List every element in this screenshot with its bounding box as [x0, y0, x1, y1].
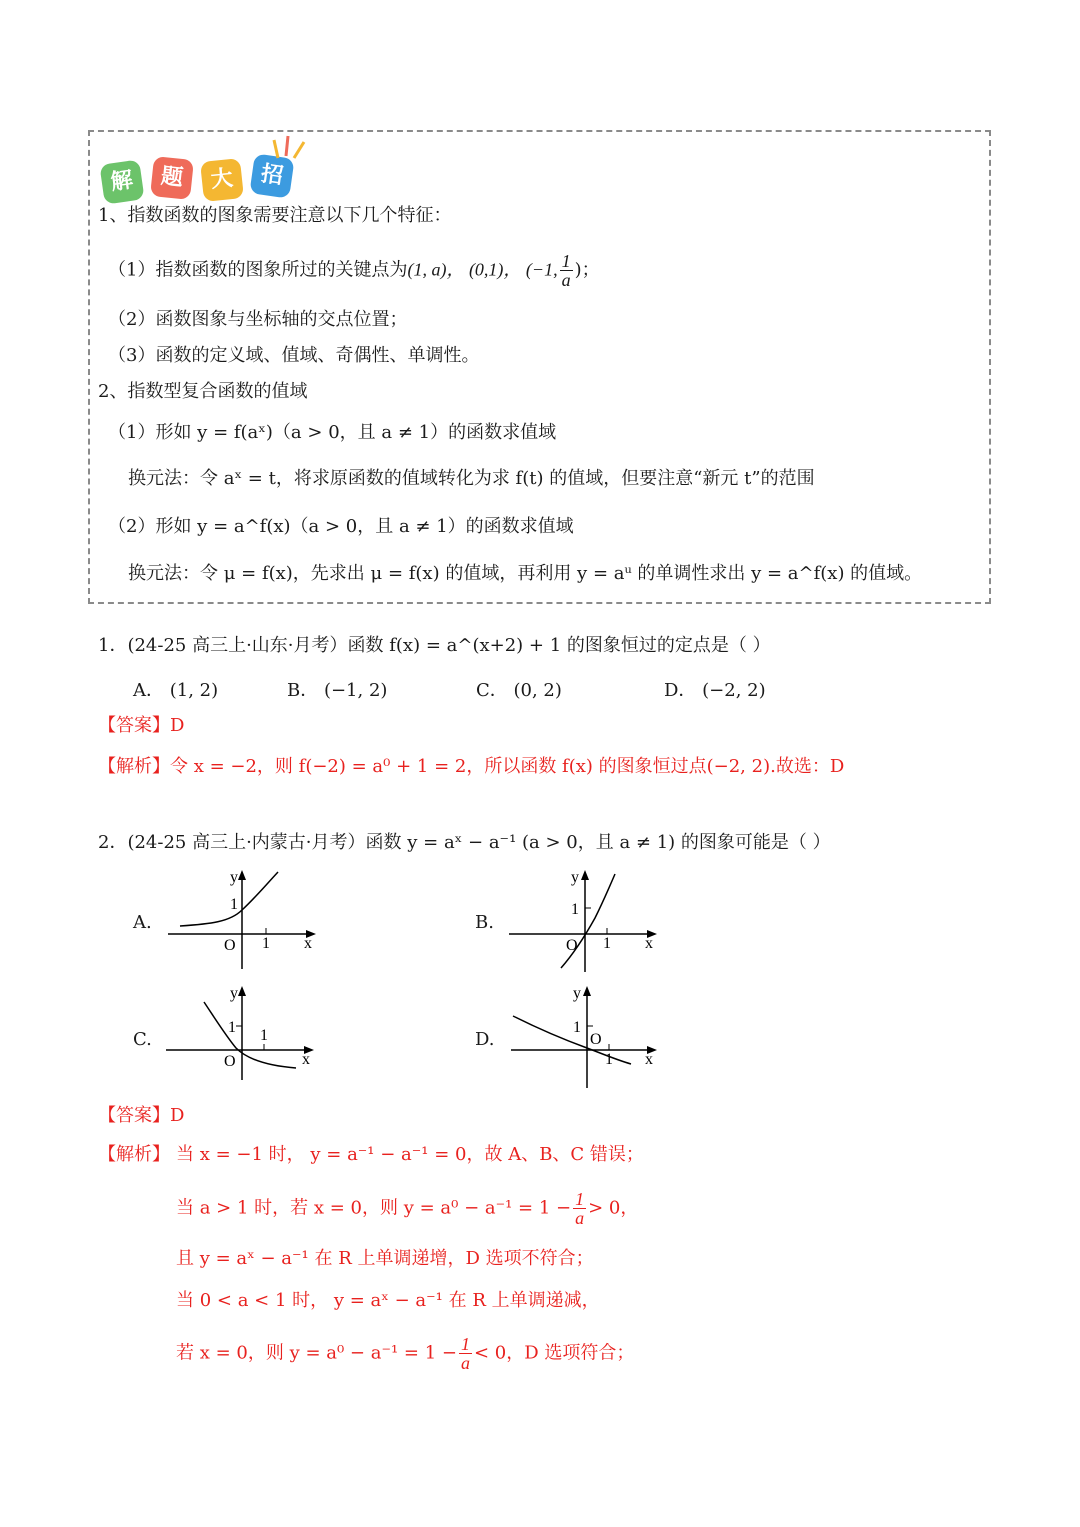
svg-text:O: O [224, 937, 236, 954]
fraction-one-over-a: $\frac{1}{a}$ [575, 1189, 585, 1228]
svg-text:O: O [590, 1031, 602, 1048]
svg-text:1: 1 [262, 935, 270, 952]
svg-text:1: 1 [603, 935, 611, 952]
q2-graph-a [160, 864, 330, 978]
tip-method-2: 换元法：令 μ = f(x)，先求出 μ = f(x) 的值域，再利用 y = aᵘ 的单调性求出 y = a^f(x) 的值域。 [128, 563, 923, 584]
svg-text:1: 1 [228, 1019, 236, 1036]
tip-form-2: （2）形如 y = a^f(x)（a > 0，且 a ≠ 1）的函数求值域 [108, 516, 574, 537]
badge-jie: 解 [99, 159, 144, 204]
badge-ti: 题 [150, 156, 194, 200]
sparkle-icon [272, 134, 306, 160]
svg-text:y: y [571, 869, 579, 886]
badge-da: 大 [200, 158, 244, 202]
tip-heading-2: 2、指数型复合函数的值域 [98, 381, 308, 402]
svg-text:y: y [230, 985, 238, 1002]
svg-text:y: y [573, 985, 581, 1002]
q2-analysis-line-4: 当 0 < a < 1 时， y = aˣ − a⁻¹ 在 R 上单调递减， [176, 1290, 600, 1311]
svg-text:1: 1 [260, 1027, 268, 1044]
tip-point-3: （3）函数的定义域、值域、奇偶性、单调性。 [108, 345, 480, 366]
svg-text:O: O [224, 1053, 236, 1070]
q2-option-a-label: A. [133, 912, 152, 933]
q2-option-b-label: B. [475, 912, 494, 933]
svg-text:1: 1 [230, 896, 238, 913]
q2-analysis-label: 【解析】 [98, 1144, 170, 1165]
svg-text:x: x [645, 935, 653, 952]
svg-text:1: 1 [573, 1019, 581, 1036]
svg-text:x: x [304, 935, 312, 952]
svg-text:x: x [645, 1051, 653, 1068]
q1-choice-c: C． (0, 2) [476, 680, 562, 701]
q1-choice-a: A． (1, 2) [133, 680, 219, 701]
tip-point-2: （2）函数图象与坐标轴的交点位置； [108, 309, 408, 330]
svg-text:1: 1 [571, 901, 579, 918]
tip-heading-1: 1、指数函数的图象需要注意以下几个特征： [98, 205, 452, 226]
q2-analysis-line-5: 若 x = 0，则 y = a⁰ − a⁻¹ = 1 − $\frac{1}{a}$ < 0，D 选项符合； [176, 1334, 635, 1373]
q2-analysis-line-2: 当 a > 1 时，若 x = 0，则 y = a⁰ − a⁻¹ = 1 − $\frac{1}{a}$ > 0， [176, 1189, 639, 1228]
q2-graph-b [505, 864, 675, 978]
q2-answer: 【答案】D [98, 1105, 185, 1126]
q1-analysis: 【解析】令 x = −2，则 f(−2) = a⁰ + 1 = 2，所以函数 f(x) 的图象恒过点(−2, 2).故选：D [98, 756, 845, 777]
q2-graph-d [505, 982, 675, 1096]
tip-badge-group [102, 150, 302, 206]
fraction-one-over-a: $\frac{1}{a}$ [460, 1334, 470, 1373]
q2-analysis-line-3: 且 y = aˣ − a⁻¹ 在 R 上单调递增，D 选项不符合； [176, 1248, 594, 1269]
tip-form-1: （1）形如 y = f(aˣ)（a > 0，且 a ≠ 1）的函数求值域 [108, 422, 557, 443]
q1-stem: 1．(24-25 高三上·山东·月考）函数 f(x) = a^(x+2) + 1 的图象恒过的定点是（ ） [98, 635, 771, 656]
tip-method-1: 换元法：令 aˣ = t，将求原函数的值域转化为求 f(t) 的值域，但要注意“新元 t”的范围 [128, 468, 815, 489]
q2-analysis-line-1: 当 x = −1 时， y = a⁻¹ − a⁻¹ = 0，故 A、B、C 错误； [176, 1144, 644, 1165]
q2-option-d-label: D. [475, 1029, 495, 1050]
q2-option-c-label: C. [133, 1029, 152, 1050]
svg-text:y: y [230, 869, 238, 886]
svg-text:1: 1 [605, 1051, 613, 1068]
badge-zhao: 招 [249, 153, 294, 198]
tip-point-1: （1）指数函数的图象所过的关键点为(1, a)， (0,1)， (−1, $\frac{1}{a}$ )； [108, 251, 600, 290]
q1-answer: 【答案】D [98, 715, 185, 736]
q2-stem: 2．(24-25 高三上·内蒙古·月考）函数 y = aˣ − a⁻¹ (a > 0，且 a ≠ 1) 的图象可能是（ ） [98, 832, 831, 853]
q1-choice-b: B． (−1, 2) [287, 680, 388, 701]
fraction-one-over-a: $\frac{1}{a}$ [561, 251, 571, 290]
q1-choice-d: D． (−2, 2) [664, 680, 766, 701]
q2-graph-c [160, 982, 330, 1086]
svg-text:x: x [302, 1051, 310, 1068]
svg-text:O: O [566, 937, 578, 954]
